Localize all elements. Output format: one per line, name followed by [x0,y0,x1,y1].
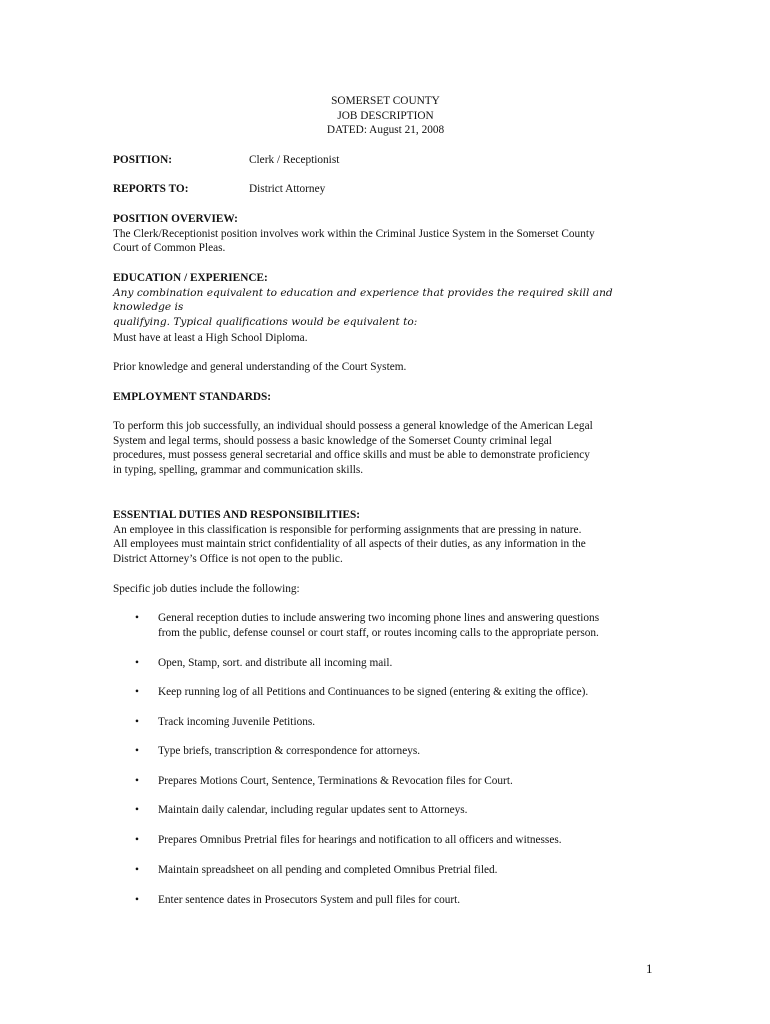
duties-section [113,508,658,566]
list-item-text: Type briefs, transcription & correspondence for attorneys. [158,745,421,757]
bullet-icon: • [135,894,139,906]
education-heading: EDUCATION / EXPERIENCE: [113,272,268,284]
reports-to-label: REPORTS TO: [113,183,189,195]
county-name: SOMERSET COUNTY [331,95,440,107]
reports-to-row [113,182,658,197]
position-label: POSITION: [113,154,173,166]
document-header [113,94,658,138]
duties-heading: ESSENTIAL DUTIES AND RESPONSIBILITIES: [113,509,361,521]
bullet-icon: • [135,834,139,846]
list-item-text: Maintain daily calendar, including regular updates sent to Attorneys. [158,804,468,816]
requirement-court-knowledge: Prior knowledge and general understanding of the Court System. [113,361,407,373]
list-item-text: Enter sentence dates in Prosecutors System and pull files for court. [158,894,461,906]
bullet-icon: • [135,612,139,624]
employment-standards-title: EMPLOYMENT STANDARDS: [113,391,272,403]
employment-standards-heading [113,390,658,405]
bullet-icon: • [135,716,139,728]
bullet-icon: • [135,657,139,669]
list-item-text: Prepares Omnibus Pretrial files for hearings and notification to all officers and witnesses. [158,834,562,846]
bullet-icon: • [135,745,139,757]
overview-heading: POSITION OVERVIEW: [113,213,238,225]
bullet-icon: • [135,864,139,876]
reports-to-value: District Attorney [249,183,326,195]
employment-standards-text [113,419,658,477]
bullet-icon: • [135,804,139,816]
position-value: Clerk / Receptionist [249,154,340,166]
document-type: JOB DESCRIPTION [337,109,434,122]
list-item-text: Prepares Motions Court, Sentence, Terminations & Revocation files for Court. [158,775,513,787]
overview-text-line: Court of Common Pleas. [113,242,226,255]
page-number: 1 [646,961,653,976]
bullet-icon: • [135,775,139,787]
document-date: DATED: August 21, 2008 [326,124,445,137]
list-item-text: Open, Stamp, sort. and distribute all incoming mail. [158,657,393,669]
duties-text-line: An employee in this classification is responsible for performing assignments that are pressing in nature. [113,523,582,536]
bullet-icon: • [135,686,139,698]
employment-standards-line: To perform this job successfully, an individual should possess a general knowledge of the American Legal [113,420,593,432]
duties-text-line: All employees must maintain strict confidentiality of all aspects of their duties, as any information in the [113,538,586,551]
overview-text-line: The Clerk/Receptionist position involves work within the Criminal Justice System in the Somerset County [113,227,595,240]
employment-standards-line: procedures, must possess general secretarial and office skills and must be able to demonstrate proficiency [113,449,590,462]
list-item-text: General reception duties to include answering two incoming phone lines and answering questions [158,612,600,624]
duties-text-line: District Attorney’s Office is not open to the public. [113,552,343,565]
list-item-text: Keep running log of all Petitions and Continuances to be signed (entering & exiting the office). [158,686,589,698]
overview-section [113,212,658,256]
list-item-text: from the public, defense counsel or court staff, or routes incoming calls to the appropriate person. [158,626,599,639]
requirement-diploma: Must have at least a High School Diploma. [113,332,308,344]
education-italic-line: qualifying. Typical qualifications would be equivalent to: [113,315,418,328]
duties-intro: Specific job duties include the following: [113,583,300,595]
position-row [113,153,658,168]
employment-standards-line: in typing, spelling, grammar and communication skills. [113,463,364,476]
list-item-text: Maintain spreadsheet on all pending and completed Omnibus Pretrial filed. [158,864,498,876]
list-item-text: Track incoming Juvenile Petitions. [158,716,316,728]
education-section [113,271,658,329]
employment-standards-line: System and legal terms, should possess a basic knowledge of the Somerset County criminal legal [113,434,552,447]
education-italic-line: Any combination equivalent to education and experience that provides the required skill and knowledge is [113,286,613,314]
